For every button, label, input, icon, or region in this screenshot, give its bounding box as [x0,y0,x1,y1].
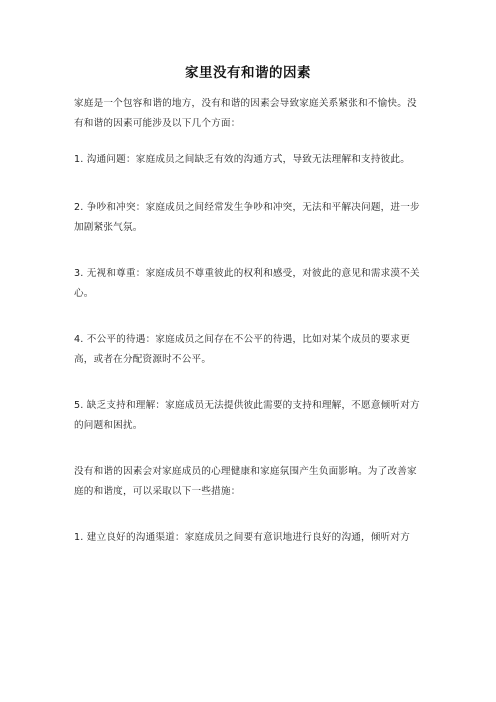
list-item-support: 5. 缺乏支持和理解：家庭成员无法提供彼此需要的支持和理解，不愿意倾听对方的问题和困扰。 [74,400,420,431]
list-item-unfair-treatment: 4. 不公平的待遇：家庭成员之间存在不公平的待遇，比如对某个成员的要求更高，或者在分配资源时不公平。 [74,334,410,365]
list-item-respect: 3. 无视和尊重：家庭成员不尊重彼此的权利和感受，对彼此的意见和需求漠不关心。 [74,268,420,299]
list-item-conflict: 2. 争吵和冲突：家庭成员之间经常发生争吵和冲突，无法和平解决问题，进一步加剧紧张气氛。 [74,202,420,233]
intro-paragraph: 家庭是一个包容和谐的地方，没有和谐的因素会导致家庭关系紧张和不愉快。没有和谐的因素可能涉及以下几个方面： [74,98,417,129]
measures-intro-paragraph: 没有和谐的因素会对家庭成员的心理健康和家庭氛围产生负面影响。为了改善家庭的和谐度，可以采取以下一些措施： [74,466,417,497]
measure-item-communication: 1. 建立良好的沟通渠道：家庭成员之间要有意识地进行良好的沟通，倾听对方 [74,532,410,543]
document-title: 家里没有和谐的因素 [185,65,311,81]
list-item-communication: 1. 沟通问题：家庭成员之间缺乏有效的沟通方式，导致无法理解和支持彼此。 [74,154,410,165]
